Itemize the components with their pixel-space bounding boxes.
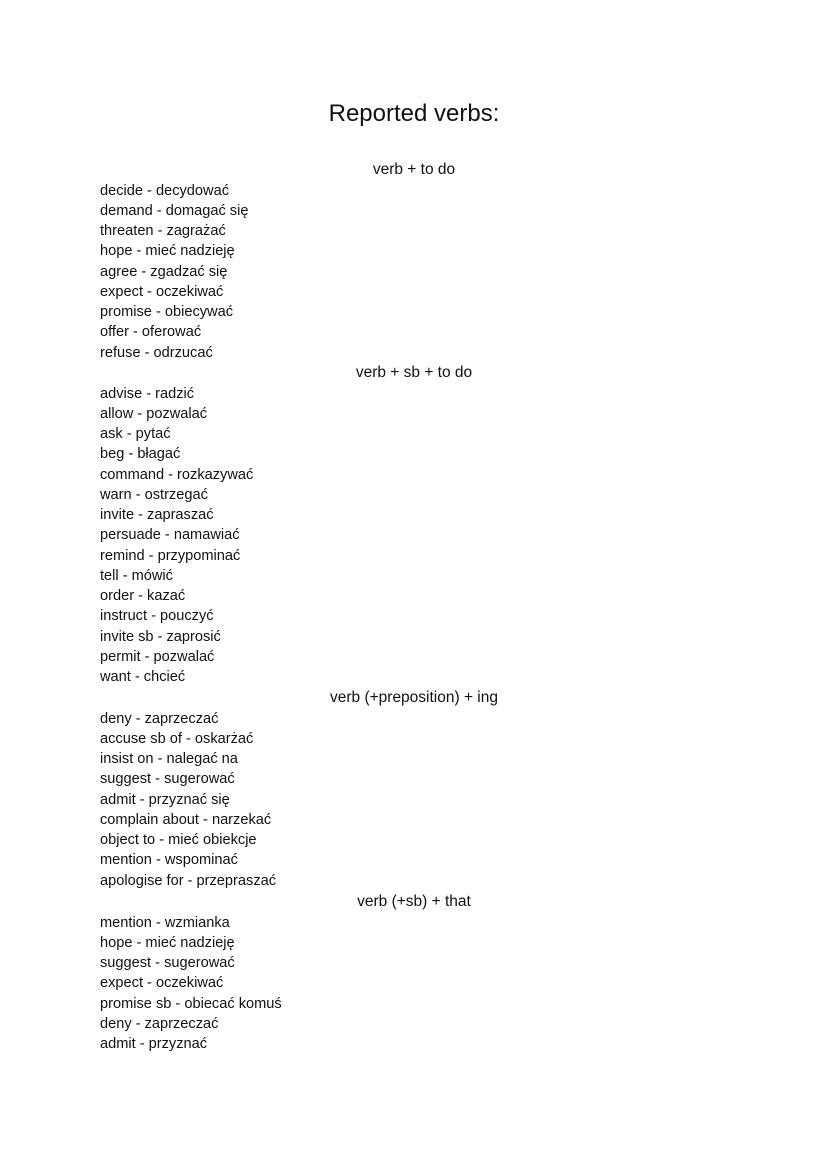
- section-verb-sb-that: [100, 892, 728, 1054]
- list-item: promise sb - obiecać komuś: [100, 995, 282, 1012]
- section-verb-sb-to-do: [100, 363, 728, 687]
- list-item: demand - domagać się: [100, 202, 249, 219]
- page-title: Reported verbs:: [328, 100, 500, 127]
- section-heading: verb + to do: [372, 161, 456, 178]
- list-item: hope - mieć nadzieję: [100, 934, 235, 951]
- list-item: promise - obiecywać: [100, 304, 234, 320]
- list-item: persuade - namawiać: [100, 527, 240, 544]
- list-item: complain about - narzekać: [100, 811, 272, 828]
- list-item: hope - mieć nadzieję: [100, 243, 235, 260]
- list-item: command - rozkazywać: [100, 466, 254, 483]
- list-item: suggest - sugerować: [100, 955, 235, 971]
- list-item: mention - wzmianka: [100, 914, 230, 931]
- list-item: offer - oferować: [100, 324, 202, 341]
- list-item: want - chcieć: [100, 669, 186, 685]
- list-item: admit - przyznać się: [100, 791, 230, 808]
- list-item: threaten - zagrażać: [100, 223, 226, 239]
- list-item: order - kazać: [100, 588, 186, 604]
- list-item: beg - błagać: [100, 446, 181, 463]
- list-item: accuse sb of - oskarżać: [100, 730, 254, 747]
- list-item: admit - przyznać: [100, 1036, 208, 1052]
- section-heading: verb + sb + to do: [355, 364, 473, 381]
- list-item: object to - mieć obiekcje: [100, 832, 257, 848]
- list-item: refuse - odrzucać: [100, 344, 213, 361]
- list-item: permit - pozwalać: [100, 648, 215, 665]
- list-item: invite sb - zaprosić: [100, 628, 221, 645]
- list-item: deny - zaprzeczać: [100, 710, 219, 727]
- list-item: advise - radzić: [100, 385, 195, 402]
- section-verb-to-do: [100, 160, 728, 363]
- list-item: allow - pozwalać: [100, 405, 208, 422]
- list-item: expect - oczekiwać: [100, 975, 224, 992]
- section-verb-preposition-ing: [100, 688, 728, 891]
- list-item: instruct - pouczyć: [100, 608, 214, 625]
- section-heading: verb (+preposition) + ing: [329, 689, 498, 706]
- list-item: suggest - sugerować: [100, 771, 235, 788]
- list-item: deny - zaprzeczać: [100, 1015, 219, 1032]
- section-heading: verb (+sb) + that: [357, 893, 471, 910]
- list-item: tell - mówić: [100, 567, 173, 584]
- list-item: expect - oczekiwać: [100, 283, 224, 300]
- list-item: apologise for - przepraszać: [100, 872, 277, 889]
- list-item: decide - decydować: [100, 182, 229, 199]
- list-item: warn - ostrzegać: [100, 486, 208, 503]
- list-item: invite - zapraszać: [100, 507, 214, 523]
- list-item: mention - wspominać: [100, 852, 238, 869]
- list-item: ask - pytać: [100, 426, 171, 442]
- list-item: agree - zgadzać się: [100, 263, 228, 280]
- list-item: insist on - nalegać na: [100, 751, 238, 767]
- list-item: remind - przypominać: [100, 547, 241, 564]
